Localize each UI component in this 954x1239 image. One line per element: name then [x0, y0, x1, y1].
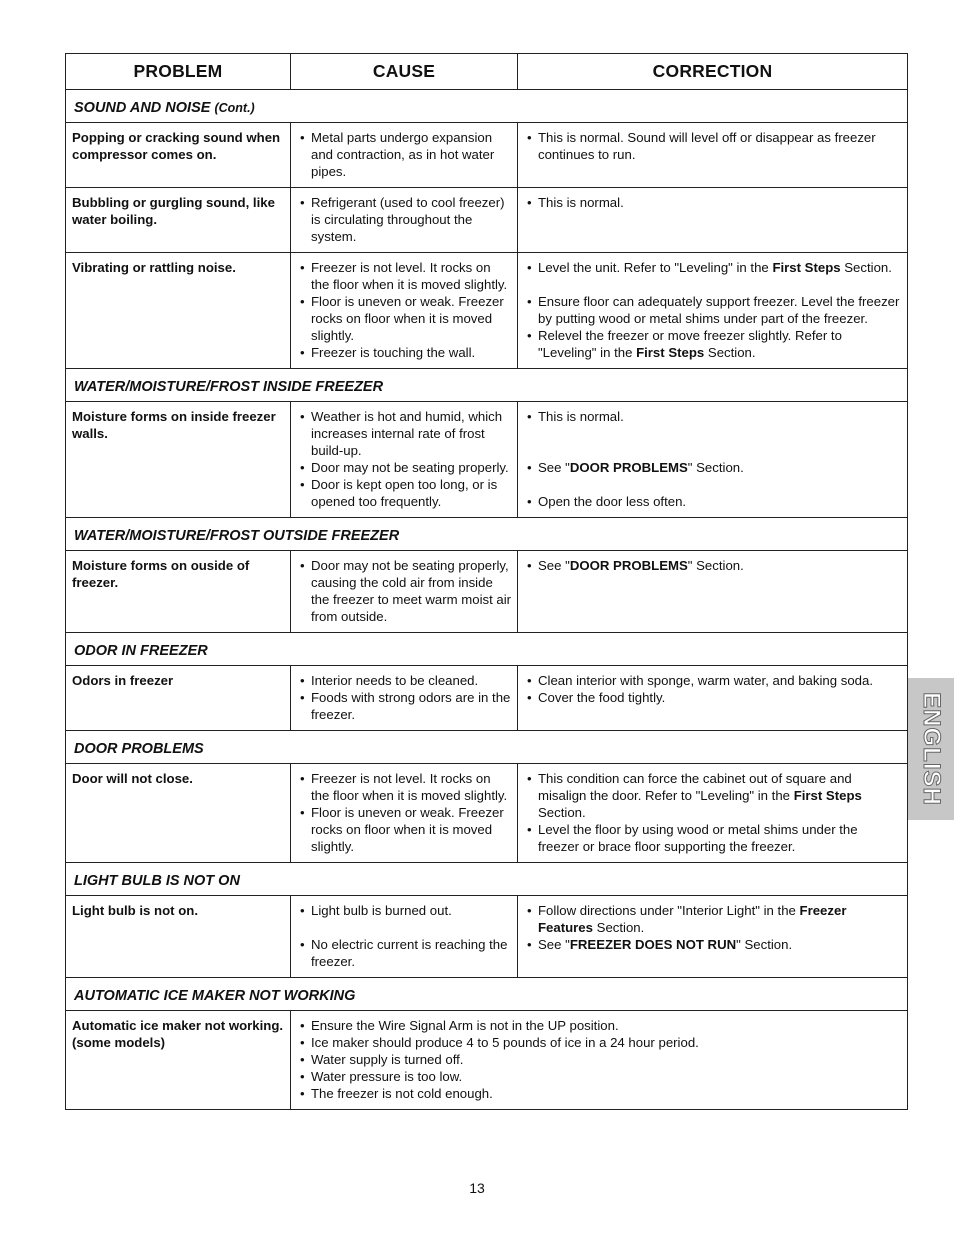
table-body — [66, 90, 908, 1110]
correction-item — [524, 293, 902, 327]
cause-item: • Freezer is not level. It rocks on the floor when it is moved slightly. — [297, 259, 512, 293]
problem-cell: Moisture forms on inside freezer walls. — [66, 402, 291, 518]
cause-item: • Ice maker should produce 4 to 5 pounds of ice in a 24 hour period. — [297, 1034, 902, 1051]
table-row — [66, 551, 908, 633]
correction-emphasis: First Steps — [636, 345, 705, 360]
cause-item: • Door may not be seating properly. — [297, 459, 512, 476]
page-number: 13 — [469, 1180, 485, 1196]
problem-cell: Vibrating or rattling noise. — [66, 253, 291, 369]
correction-item — [524, 936, 902, 953]
cause-item: • Water supply is turned off. — [297, 1051, 902, 1068]
correction-text: Relevel the freezer or move freezer slightly. Refer to "Leveling" in the — [538, 328, 842, 360]
correction-text: Section. — [840, 260, 892, 275]
correction-item — [524, 493, 902, 510]
correction-list — [524, 259, 902, 361]
correction-item — [524, 408, 902, 425]
correction-text: Follow directions under "Interior Light" in the — [538, 903, 800, 918]
section-row — [66, 90, 908, 123]
correction-text: " Section. — [687, 460, 744, 475]
cause-cell — [291, 188, 518, 253]
cause-cell — [291, 896, 518, 978]
header-correction: CORRECTION — [518, 54, 908, 90]
section-title-text: AUTOMATIC ICE MAKER NOT WORKING — [74, 987, 356, 1004]
header-cause: CAUSE — [291, 54, 518, 90]
cause-item: • Light bulb is burned out. — [297, 902, 512, 919]
correction-cell — [518, 123, 908, 188]
section-title — [66, 369, 908, 402]
cause-item: • Foods with strong odors are in the freezer. — [297, 689, 512, 723]
section-title — [66, 518, 908, 551]
correction-text: " Section. — [687, 558, 744, 573]
troubleshooting-table — [65, 53, 908, 1110]
correction-cell — [518, 551, 908, 633]
cause-item: • Freezer is touching the wall. — [297, 344, 512, 361]
section-row — [66, 518, 908, 551]
correction-item — [524, 689, 902, 706]
correction-text: See " — [538, 558, 570, 573]
language-tab-label: ENGLISH — [918, 692, 945, 806]
section-title — [66, 978, 908, 1011]
problem-cell: Automatic ice maker not working. (some models) — [66, 1011, 291, 1110]
table-row — [66, 253, 908, 369]
correction-emphasis: DOOR PROBLEMS — [569, 558, 688, 573]
correction-list — [524, 557, 902, 574]
cause-list — [297, 770, 512, 855]
correction-emphasis: First Steps — [772, 260, 841, 275]
section-title — [66, 90, 908, 123]
correction-item — [524, 557, 902, 574]
correction-list — [524, 672, 902, 706]
cause-cell — [291, 764, 518, 863]
section-title — [66, 731, 908, 764]
cause-list — [297, 902, 512, 970]
correction-text: Ensure floor can adequately support freezer. Level the freezer by putting wood or metal shims under part of the freezer. — [538, 294, 900, 326]
correction-cell — [518, 188, 908, 253]
correction-item — [524, 672, 902, 689]
cause-item: • Floor is uneven or weak. Freezer rocks on floor when it is moved slightly. — [297, 804, 512, 855]
cause-list — [297, 557, 512, 625]
correction-emphasis: FREEZER DOES NOT RUN — [569, 937, 737, 952]
language-tab — [908, 678, 954, 820]
cause-item: • No electric current is reaching the freezer. — [297, 936, 512, 970]
header-problem: PROBLEM — [66, 54, 291, 90]
cause-cell — [291, 253, 518, 369]
cause-cell — [291, 666, 518, 731]
correction-text: Level the floor by using wood or metal shims under the freezer or brace floor supporting the freezer. — [538, 822, 858, 854]
correction-item — [524, 770, 902, 821]
correction-list — [524, 129, 902, 163]
section-title-text: ODOR IN FREEZER — [74, 642, 208, 659]
correction-text: See " — [538, 460, 570, 475]
section-title-text: WATER/MOISTURE/FROST INSIDE FREEZER — [74, 378, 384, 395]
correction-emphasis: DOOR PROBLEMS — [569, 460, 688, 475]
cause-list — [297, 672, 512, 723]
cause-item: • Water pressure is too low. — [297, 1068, 902, 1085]
correction-emphasis: Freezer Features — [538, 903, 847, 935]
cause-cell — [291, 123, 518, 188]
correction-cell — [518, 764, 908, 863]
table-row — [66, 188, 908, 253]
cause-list — [297, 129, 512, 180]
cause-item: • Ensure the Wire Signal Arm is not in the UP position. — [297, 1017, 902, 1034]
problem-cell: Popping or cracking sound when compressor comes on. — [66, 123, 291, 188]
correction-list — [524, 194, 902, 211]
section-title-text: LIGHT BULB IS NOT ON — [74, 872, 240, 889]
correction-text: " Section. — [736, 937, 793, 952]
correction-item — [524, 821, 902, 855]
section-title — [66, 633, 908, 666]
correction-item — [524, 129, 902, 163]
section-title-suffix: (Cont.) — [214, 100, 255, 115]
cause-list — [297, 194, 512, 245]
correction-text: Cover the food tightly. — [538, 690, 666, 705]
cause-cell — [291, 402, 518, 518]
correction-text: This is normal. Sound will level off or disappear as freezer continues to run. — [538, 130, 876, 162]
cause-item: • Refrigerant (used to cool freezer) is circulating throughout the system. — [297, 194, 512, 245]
section-row — [66, 978, 908, 1011]
cause-cell — [291, 1011, 908, 1110]
section-row — [66, 369, 908, 402]
correction-item — [524, 327, 902, 361]
correction-list — [524, 408, 902, 510]
correction-list — [524, 902, 902, 953]
correction-text: See " — [538, 937, 570, 952]
correction-text: Section. — [592, 920, 645, 935]
correction-text: Section. — [704, 345, 756, 360]
correction-text: This is normal. — [538, 195, 624, 210]
correction-text: This condition can force the cabinet out of square and misalign the door. Refer to "Leveling" in the — [538, 771, 852, 803]
cause-cell — [291, 551, 518, 633]
section-title — [66, 863, 908, 896]
correction-item — [524, 259, 902, 276]
correction-text: Level the unit. Refer to "Leveling" in the — [538, 260, 773, 275]
cause-item: • The freezer is not cold enough. — [297, 1085, 902, 1102]
table-row — [66, 123, 908, 188]
section-title-text: SOUND AND NOISE — [74, 99, 211, 116]
cause-item: • Interior needs to be cleaned. — [297, 672, 512, 689]
table-row — [66, 402, 908, 518]
correction-emphasis: First Steps — [793, 788, 862, 803]
table-row — [66, 1011, 908, 1110]
cause-item: • Door is kept open too long, or is opened too frequently. — [297, 476, 512, 510]
correction-cell — [518, 666, 908, 731]
correction-text: Section. — [538, 805, 586, 820]
section-title-text: DOOR PROBLEMS — [74, 740, 204, 757]
problem-cell: Moisture forms on ouside of freezer. — [66, 551, 291, 633]
table-row — [66, 666, 908, 731]
problem-cell: Bubbling or gurgling sound, like water boiling. — [66, 188, 291, 253]
section-row — [66, 633, 908, 666]
problem-cell: Odors in freezer — [66, 666, 291, 731]
correction-cell — [518, 402, 908, 518]
correction-text: Clean interior with sponge, warm water, and baking soda. — [538, 673, 873, 688]
correction-cell — [518, 896, 908, 978]
correction-item — [524, 902, 902, 936]
cause-list — [297, 259, 512, 361]
section-row — [66, 731, 908, 764]
cause-item: • Floor is uneven or weak. Freezer rocks on floor when it is moved slightly. — [297, 293, 512, 344]
problem-cell: Light bulb is not on. — [66, 896, 291, 978]
correction-text: Open the door less often. — [538, 494, 687, 509]
correction-item — [524, 459, 902, 476]
correction-text: This is normal. — [538, 409, 624, 424]
table-row — [66, 896, 908, 978]
correction-list — [524, 770, 902, 855]
cause-item: • Door may not be seating properly, causing the cold air from inside the freezer to meet warm moist air from outside. — [297, 557, 512, 625]
correction-cell — [518, 253, 908, 369]
problem-cell: Door will not close. — [66, 764, 291, 863]
table-row — [66, 764, 908, 863]
cause-list — [297, 408, 512, 510]
section-row — [66, 863, 908, 896]
section-title-text: WATER/MOISTURE/FROST OUTSIDE FREEZER — [74, 527, 400, 544]
cause-list — [297, 1017, 902, 1102]
correction-item — [524, 194, 902, 211]
cause-item: • Weather is hot and humid, which increases internal rate of frost build-up. — [297, 408, 512, 459]
cause-item: • Metal parts undergo expansion and contraction, as in hot water pipes. — [297, 129, 512, 180]
cause-item: • Freezer is not level. It rocks on the floor when it is moved slightly. — [297, 770, 512, 804]
